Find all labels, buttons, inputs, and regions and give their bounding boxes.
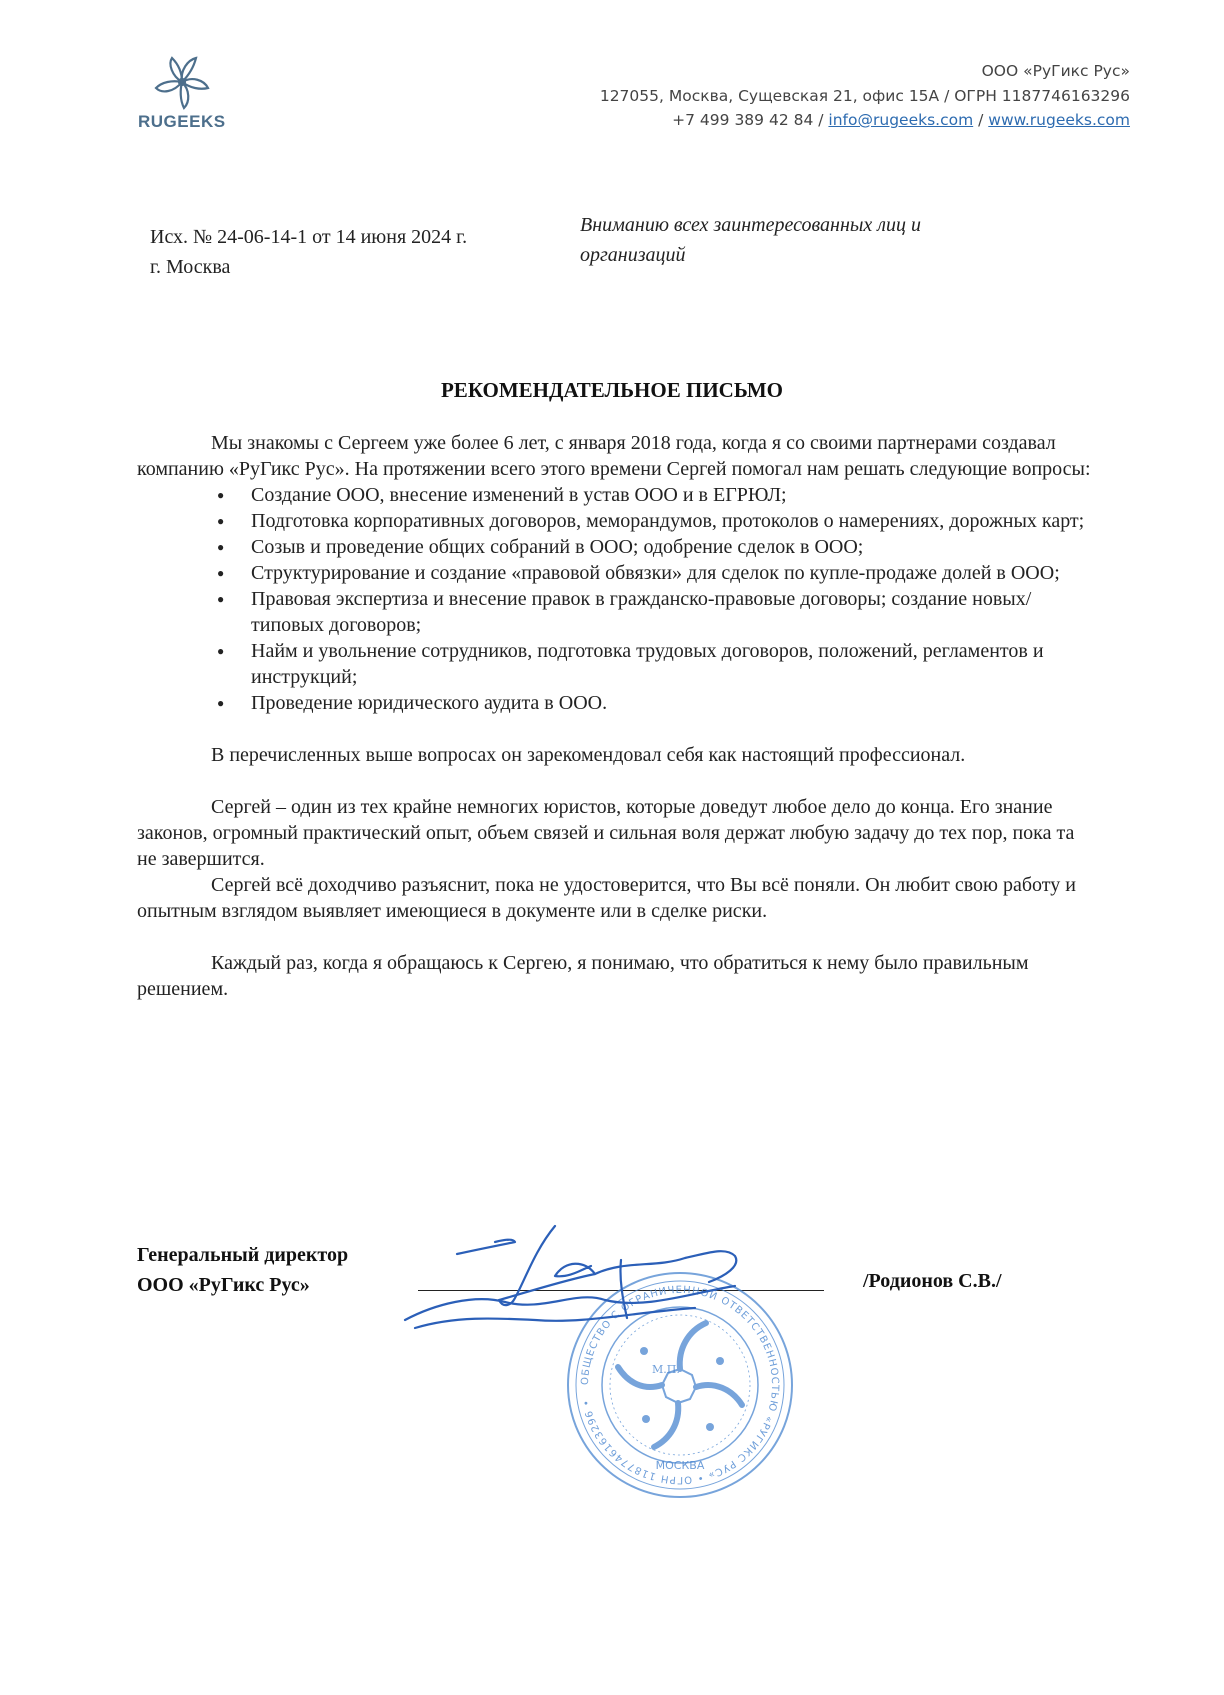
signature-scribble-icon	[395, 1220, 795, 1330]
list-item: ● Правовая экспертиза и внесение правок в гражданско-правовые договоры; создание новых/типовых договоров;	[251, 586, 1097, 638]
paragraph-character: Сергей – один из тех крайне немногих юристов, которые доведут любое дело до конца. Его знание законов, огромный практический опыт, объем связей и сильная воля держат любую задачу до тех пор, пока та не завершится.	[137, 796, 1075, 870]
handwritten-signature	[395, 1220, 795, 1335]
email-link[interactable]: info@rugeeks.com	[828, 111, 974, 129]
logo-wordmark: RUGEEKS	[138, 112, 226, 131]
list-item: ● Структурирование и создание «правовой обвязки» для сделок по купле-продаже долей в ООО;	[251, 560, 1097, 586]
signatory-company: ООО «РуГикс Рус»	[137, 1274, 310, 1296]
list-item: ● Проведение юридического аудита в ООО.	[251, 690, 1097, 716]
letter-body	[137, 430, 1097, 1002]
addressee: Вниманию всех заинтересованных лиц и организаций	[580, 214, 922, 266]
paragraph-explains: Сергей всё доходчиво разъяснит, пока не удостоверится, что Вы всё поняли. Он любит свою работу и опытным взглядом выявляет имеющиеся в документе или в сделке риски.	[137, 874, 1076, 922]
list-item: ● Подготовка корпоративных договоров, меморандумов, протоколов о намерениях, дорожных карт;	[251, 508, 1097, 534]
reference-number: Исх. № 24-06-14-1 от 14 июня 2024 г.	[150, 226, 468, 248]
letter-title: РЕКОМЕНДАТЕЛЬНОЕ ПИСЬМО	[440, 378, 784, 402]
intro-paragraph: Мы знакомы с Сергеем уже более 6 лет, с января 2018 года, когда я со своими партнерами создавал компанию «РуГикс Рус». На протяжении всего этого времени Сергей помогал нам решать следующие вопросы:	[137, 432, 1091, 480]
outgoing-reference	[150, 222, 467, 282]
company-address: 127055, Москва, Сущевская 21, офис 15А / ОГРН 1187746163296	[599, 86, 1130, 105]
paragraph-professional: В перечисленных выше вопросах он зарекомендовал себя как настоящий профессионал.	[211, 744, 966, 766]
company-contact-line: +7 499 389 42 84 / info@rugeeks.com / www.rugeeks.com	[672, 111, 1130, 129]
signatory-position: Генеральный директор	[137, 1244, 349, 1266]
stamp-ring-text: ОБЩЕСТВО С ОГРАНИЧЕННОЙ ОТВЕТСТВЕННОСТЬЮ «РУГИКС РУС» • ОГРН 1187746163296 •	[579, 1284, 781, 1486]
signatory-block	[137, 1240, 348, 1300]
website-link[interactable]: www.rugeeks.com	[988, 111, 1130, 129]
company-logo	[138, 54, 238, 132]
list-item: ● Создание ООО, внесение изменений в устав ООО и в ЕГРЮЛ;	[251, 482, 1097, 508]
list-item: ● Найм и увольнение сотрудников, подготовка трудовых договоров, положений, регламентов и инструкций;	[251, 638, 1097, 690]
list-item: ● Созыв и проведение общих собраний в ООО; одобрение сделок в ООО;	[251, 534, 1097, 560]
reference-city: г. Москва	[150, 256, 231, 278]
company-contacts	[600, 59, 1130, 133]
company-phone: +7 499 389 42 84	[672, 111, 814, 129]
rugeeks-pinwheel-icon	[150, 54, 214, 110]
signatory-name: /Родионов С.В./	[863, 1270, 1002, 1292]
company-name: ООО «РуГикс Рус»	[981, 62, 1130, 80]
paragraph-closing: Каждый раз, когда я обращаюсь к Сергею, я понимаю, что обратиться к нему было правильным решением.	[137, 952, 1029, 1000]
services-list	[137, 482, 1097, 716]
stamp-mp-label: М.П.	[652, 1363, 680, 1376]
stamp-city: МОСКВА	[655, 1459, 705, 1472]
